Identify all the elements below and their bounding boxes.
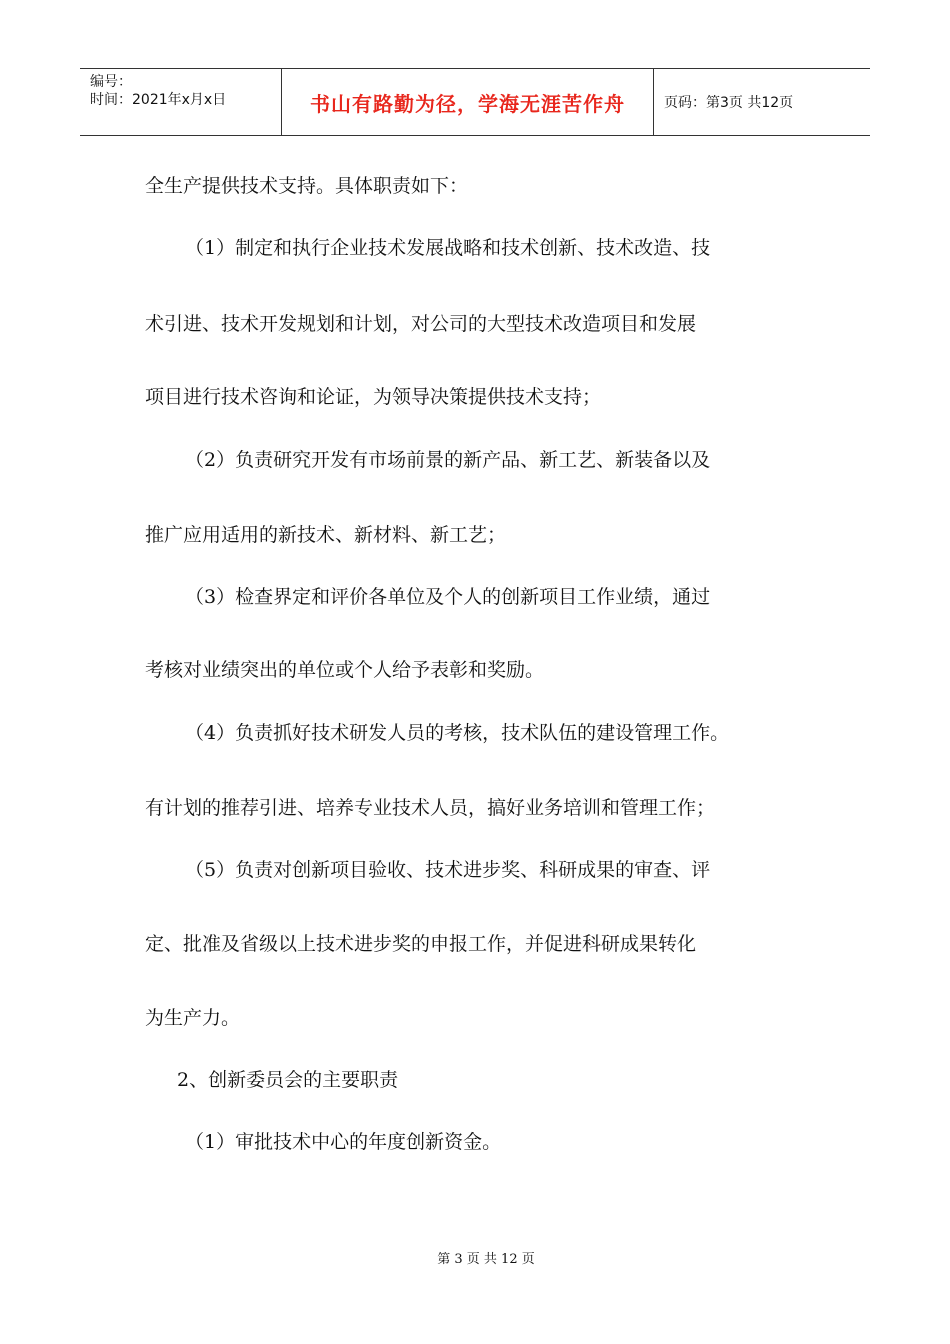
body-line: 有计划的推荐引进、培养专业技术人员，搞好业务培训和管理工作； [145, 797, 716, 819]
body-line: 考核对业绩突出的单位或个人给予表彰和奖励。 [145, 659, 545, 681]
body-line: （4）负责抓好技术研发人员的考核，技术队伍的建设管理工作。 [185, 722, 730, 744]
page-header [80, 68, 870, 136]
header-meta [80, 69, 282, 135]
body-line: 为生产力。 [145, 1007, 241, 1029]
body-line: （2）负责研究开发有市场前景的新产品、新工艺、新装备以及 [185, 449, 711, 471]
document-time-label: 时间：2021年x月x日 [90, 92, 227, 108]
header-motto: 书山有路勤为径，学海无涯苦作舟 [282, 69, 654, 135]
document-number-label: 编号： [90, 74, 132, 90]
body-line: （3）检查界定和评价各单位及个人的创新项目工作业绩，通过 [185, 586, 711, 608]
body-line: （5）负责对创新项目验收、技术进步奖、科研成果的审查、评 [185, 859, 711, 881]
body-line: 定、批准及省级以上技术进步奖的申报工作，并促进科研成果转化 [145, 933, 697, 955]
body-line: （1）审批技术中心的年度创新资金。 [185, 1131, 502, 1153]
body-line: 术引进、技术开发规划和计划，对公司的大型技术改造项目和发展 [145, 313, 697, 335]
body-line: （1）制定和执行企业技术发展战略和技术创新、技术改造、技 [185, 237, 711, 259]
body-line: 项目进行技术咨询和论证，为领导决策提供技术支持； [145, 386, 602, 408]
page-footer: 第 3 页 共 12 页 [437, 1252, 535, 1267]
header-page-info: 页码：第3页 共12页 [664, 95, 794, 111]
body-line: 推广应用适用的新技术、新材料、新工艺； [145, 524, 507, 546]
body-line: 全生产提供技术支持。具体职责如下： [145, 175, 469, 197]
section-heading: 2、创新委员会的主要职责 [177, 1069, 399, 1091]
